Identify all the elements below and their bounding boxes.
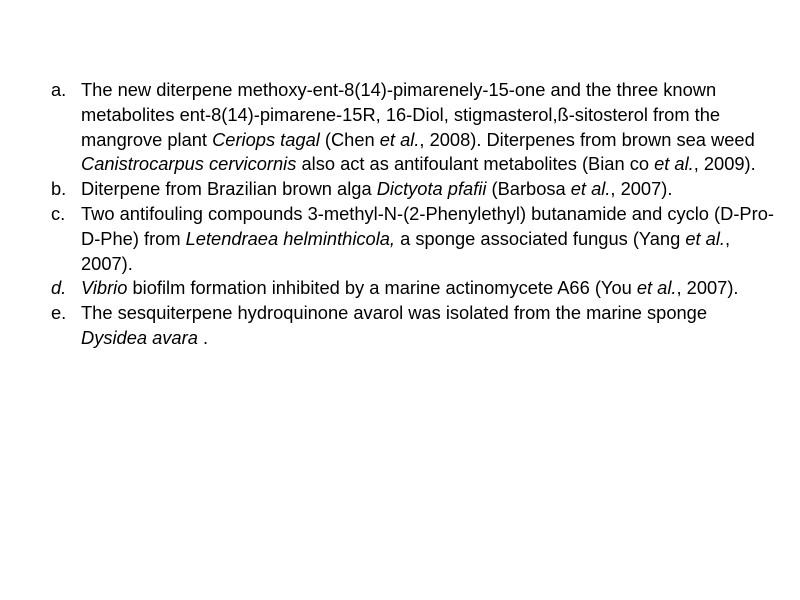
body-text: (Barbosa — [486, 178, 571, 200]
italic-text: et al. — [636, 277, 677, 299]
body-text: , 2007). — [81, 227, 731, 274]
body-text: , 2008). Diterpenes from brown sea weed — [419, 128, 755, 150]
body-text: The sesquiterpene hydroquinone avarol was isolated from the marine sponge — [81, 302, 707, 324]
body-text: The new diterpene methoxy-ent-8(14)-pimarenely-15-one and the three known metabolites ent-8(14)-pimarene-15R, 16-Diol, stigmasterol,ß-sitosterol from the mangrove plant — [81, 79, 721, 150]
list-item — [48, 202, 778, 276]
italic-text: et al. — [685, 227, 725, 249]
list-item — [48, 276, 778, 301]
list-item-text — [81, 277, 739, 298]
body-text: Two antifouling compounds 3-methyl-N-(2-Phenylethyl) butanamide and cyclo (D-Pro-D-Phe) from — [81, 202, 774, 249]
italic-text: Dictyota pfafii — [376, 178, 487, 200]
list-item-marker: b. — [51, 178, 67, 200]
italic-text: Letendraea helminthicola, — [185, 227, 396, 249]
body-text: also act as antifoulant metabolites (Bian co — [296, 153, 655, 175]
italic-text: Canistrocarpus cervicornis — [81, 153, 297, 175]
italic-text: Vibrio — [81, 277, 128, 299]
list-item-text — [81, 302, 707, 348]
body-text: , 2007). — [610, 178, 673, 200]
italic-text: Dysidea avara — [81, 326, 198, 348]
list-item — [48, 301, 778, 351]
list-item — [48, 177, 778, 202]
list-item-text — [81, 203, 774, 274]
body-text: a sponge associated fungus (Yang — [395, 227, 686, 249]
slide-body — [48, 78, 778, 351]
list-item-marker: a. — [51, 79, 67, 100]
list-item-marker: d. — [51, 277, 67, 299]
italic-text: et al. — [654, 153, 694, 175]
list-item-marker: c. — [51, 202, 66, 224]
body-text: , 2007). — [676, 277, 739, 299]
list-item-text — [81, 178, 672, 199]
list-item-text — [81, 79, 756, 174]
body-text: (Chen — [319, 128, 380, 150]
body-text: Diterpene from Brazilian brown alga — [81, 178, 377, 200]
italic-text: et al. — [379, 128, 420, 150]
body-text: , 2009). — [693, 153, 756, 175]
list-item — [48, 78, 778, 177]
list-item-marker: e. — [51, 302, 67, 324]
italic-text: et al. — [570, 178, 611, 200]
italic-text: Ceriops tagal — [212, 128, 320, 150]
body-text: biofilm formation inhibited by a marine actinomycete A66 (You — [127, 277, 637, 299]
body-text: . — [197, 326, 209, 348]
reference-list — [48, 78, 778, 351]
